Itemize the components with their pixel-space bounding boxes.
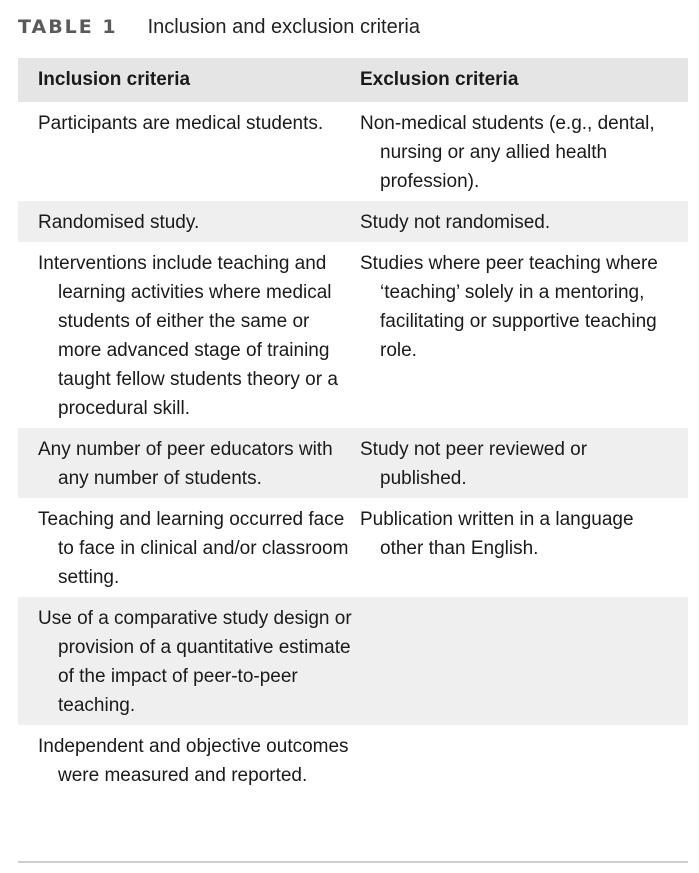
inclusion-cell: Any number of peer educators with any number of students. bbox=[38, 439, 333, 489]
table-row bbox=[18, 597, 688, 725]
inclusion-cell: Teaching and learning occurred face to face in clinical and/or classroom setting. bbox=[38, 509, 349, 588]
table-label: TABLE 1 bbox=[18, 16, 118, 38]
inclusion-cell: Use of a comparative study design or provision of a quantitative estimate of the impact of peer-to-peer teaching. bbox=[38, 608, 352, 716]
inclusion-cell: Independent and objective outcomes were measured and reported. bbox=[38, 736, 349, 786]
table-row bbox=[18, 725, 688, 795]
exclusion-cell bbox=[360, 725, 688, 795]
criteria-table bbox=[18, 58, 688, 795]
inclusion-cell: Randomised study. bbox=[38, 212, 200, 233]
exclusion-cell bbox=[360, 597, 688, 725]
inclusion-header: Inclusion criteria bbox=[38, 69, 191, 90]
table-row bbox=[18, 102, 688, 201]
table-title: Inclusion and exclusion criteria bbox=[147, 16, 420, 38]
table-caption bbox=[18, 16, 420, 46]
table-row bbox=[18, 498, 688, 597]
exclusion-cell: Studies where peer teaching where ‘teaching’ solely in a mentoring, facilitating or supportive teaching role. bbox=[360, 253, 658, 361]
exclusion-cell: Non-medical students (e.g., dental, nursing or any allied health profession). bbox=[360, 113, 655, 192]
exclusion-cell: Study not peer reviewed or published. bbox=[360, 439, 588, 489]
inclusion-cell: Interventions include teaching and learning activities where medical students of either the same or more advanced stage of training taught fellow students theory or a procedural skill. bbox=[38, 253, 338, 419]
inclusion-cell: Participants are medical students. bbox=[38, 113, 324, 134]
table-header-row bbox=[18, 58, 688, 102]
table-row bbox=[18, 428, 688, 498]
exclusion-header: Exclusion criteria bbox=[360, 69, 519, 90]
table-row bbox=[18, 201, 688, 242]
table-bottom-rule bbox=[18, 861, 688, 863]
exclusion-cell: Study not randomised. bbox=[360, 212, 551, 233]
exclusion-cell: Publication written in a language other than English. bbox=[360, 509, 634, 559]
table-row bbox=[18, 242, 688, 428]
